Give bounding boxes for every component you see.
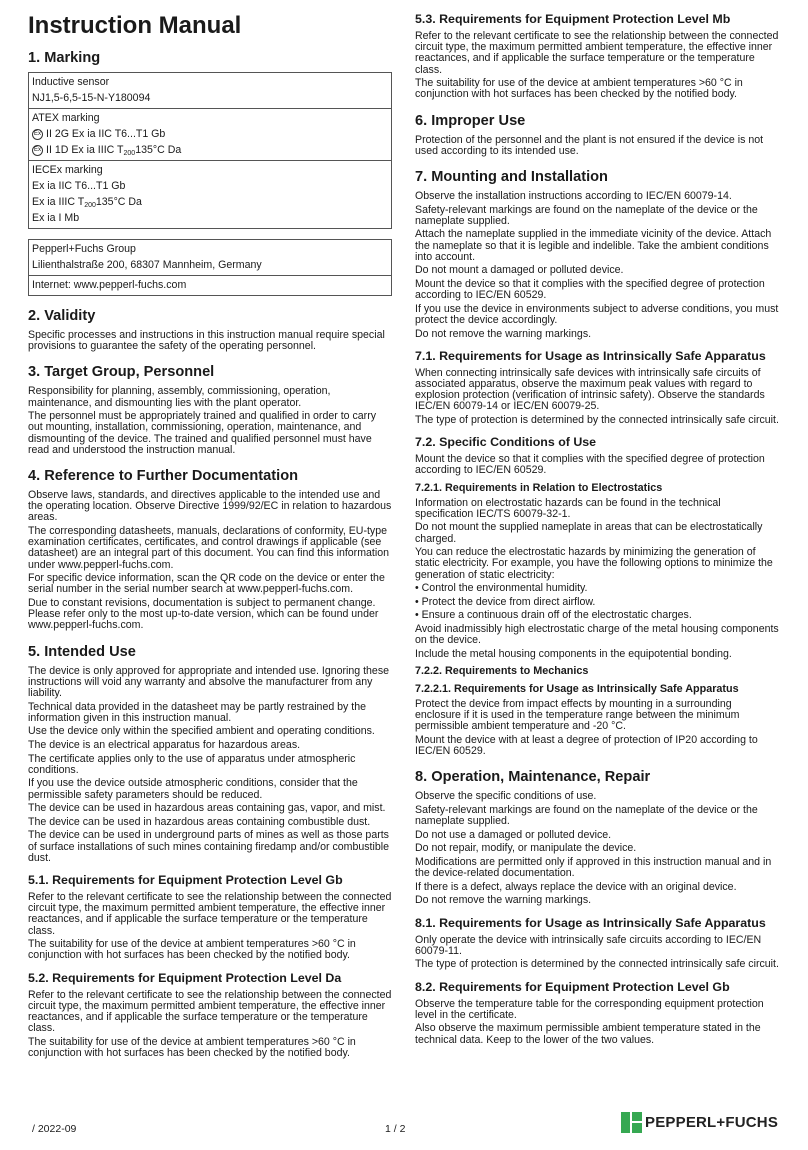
subsection-heading: 5.2. Requirements for Equipment Protection Level Da bbox=[28, 970, 342, 985]
paragraph: The device is only approved for appropriate and intended use. Ignoring these instructions will void any warranty and absolve the manufacturer from any liability. bbox=[28, 664, 390, 700]
section-heading: 8. Operation, Maintenance, Repair bbox=[415, 769, 651, 786]
paragraph: The personnel must be appropriately trained and qualified in order to carry out mounting, installation, commissioning, operation, maintenance, and dismounting of the device. The trained and qualified personnel must have read and understood the instruction manual. bbox=[28, 410, 377, 456]
paragraph: The corresponding datasheets, manuals, declarations of conformity, EU-type examination certificates, certificates, and control drawings if applicable (see datasheet) are an integral part of this document. You can find this information under www.pepperl-fuchs.com. bbox=[28, 525, 389, 571]
section-heading: 5. Intended Use bbox=[28, 643, 136, 660]
paragraph: Protection of the personnel and the plant is not ensured if the device is not used according to its intended use. bbox=[415, 133, 764, 157]
brand-name: PEPPERL+FUCHS bbox=[645, 1114, 779, 1131]
bullet-item: • Control the environmental humidity. bbox=[415, 582, 588, 595]
paragraph: Also observe the maximum permissible ambient temperature stated in the technical data. Keep to the lower of the two values. bbox=[415, 1022, 761, 1046]
paragraph: Do not remove the warning markings. bbox=[415, 894, 592, 907]
marking-text: Ex ia IIIC T bbox=[32, 196, 85, 208]
marking-table bbox=[28, 72, 392, 229]
paragraph: Responsibility for planning, assembly, commissioning, operation, maintenance, and dismounting lies with the plant operator. bbox=[28, 385, 331, 409]
manufacturer-name: Pepperl+Fuchs Group bbox=[32, 243, 136, 255]
paragraph: Do not mount a damaged or polluted device. bbox=[415, 264, 624, 277]
footer-revision: / 2022-09 bbox=[32, 1123, 77, 1135]
paragraph: Use the device only within the specified ambient and operating conditions. bbox=[28, 725, 375, 738]
subsection-heading: 7.2. Specific Conditions of Use bbox=[415, 435, 597, 450]
paragraph: The device can be used in underground parts of mines as well as those parts of surface installations of such mines containing firedamp and/or combustible dust. bbox=[28, 829, 389, 864]
paragraph: Technical data provided in the datasheet may be partly restrained by the information given in this instruction manual. bbox=[28, 700, 367, 724]
paragraph: Refer to the relevant certificate to see the relationship between the connected circuit type, the maximum permitted ambient temperature, the effective inner reactances, and if applicable the surface temperature or the temperature class. bbox=[415, 30, 779, 76]
marking-text: II 1D Ex ia IIIC T bbox=[46, 144, 124, 156]
paragraph: Information on electrostatic hazards can be found in the technical specification IEC/TS 60079-32-1. bbox=[415, 496, 721, 520]
paragraph: The suitability for use of the device at ambient temperatures >60 °C in conjunction with hot surfaces has been checked by the notified body. bbox=[28, 938, 356, 962]
marking-line bbox=[32, 142, 388, 158]
paragraph: Avoid inadmissibly high electrostatic charge of the metal housing components on the device. bbox=[415, 622, 779, 647]
marking-line: Ex ia IIC T6...T1 Gb bbox=[32, 180, 126, 192]
paragraph: Refer to the relevant certificate to see the relationship between the connected circuit type, the maximum permitted ambient temperature, the effective inner reactances, and if applicable the surface temperature or the temperature class. bbox=[28, 891, 392, 937]
pf-logo-icon bbox=[621, 1112, 642, 1133]
paragraph: The device is an electrical apparatus for hazardous areas. bbox=[28, 739, 301, 752]
manufacturer-website: Internet: www.pepperl-fuchs.com bbox=[32, 279, 187, 291]
paragraph: Do not remove the warning markings. bbox=[415, 327, 592, 340]
paragraph: Safety-relevant markings are found on the nameplate of the device or the nameplate supplied. bbox=[415, 803, 758, 828]
paragraph: Specific processes and instructions in this instruction manual require special provisions to guarantee the safety of the operating personnel. bbox=[28, 329, 385, 353]
manufacturer-web-group bbox=[29, 275, 391, 295]
paragraph: The suitability for use of the device at ambient temperatures >60 °C in conjunction with hot surfaces has been checked by the notified body. bbox=[28, 1035, 356, 1060]
section-heading: 3. Target Group, Personnel bbox=[28, 364, 215, 381]
ex-icon: Ex bbox=[32, 145, 43, 156]
brand-logo bbox=[621, 1112, 778, 1133]
manufacturer-address: Lilienthalstraße 200, 68307 Mannheim, Germany bbox=[32, 259, 262, 271]
page-title: Instruction Manual bbox=[28, 12, 242, 39]
marking-text: 135°C Da bbox=[95, 196, 142, 208]
marking-text: 135°C Da bbox=[135, 144, 182, 156]
paragraph: The suitability for use of the device at ambient temperatures >60 °C in conjunction with hot surfaces has been checked by the notified body. bbox=[415, 77, 743, 101]
marking-line: ATEX marking bbox=[32, 112, 100, 124]
marking-group-iecex bbox=[29, 160, 391, 228]
paragraph: Include the metal housing components in the equipotential bonding. bbox=[415, 647, 732, 660]
marking-subscript: 200 bbox=[123, 150, 136, 157]
paragraph: When connecting intrinsically safe devices with intrinsically safe circuits of associated apparatus, observe the maximum peak values with regard to explosion protection (verification of intrinsic safety). Observe the standards IEC/EN 60079-14 or IEC/EN 60079-25. bbox=[415, 366, 765, 413]
paragraph: Modifications are permitted only if approved in this instruction manual and in the device-related documentation. bbox=[415, 855, 772, 880]
subsection-heading: 7.1. Requirements for Usage as Intrinsically Safe Apparatus bbox=[415, 348, 766, 363]
minor-heading: 7.2.2.1. Requirements for Usage as Intrinsically Safe Apparatus bbox=[415, 682, 739, 695]
marking-line: IECEx marking bbox=[32, 164, 103, 176]
left-column bbox=[28, 0, 392, 1062]
marking-group-sensor bbox=[29, 73, 391, 108]
paragraph: Observe laws, standards, and directives applicable to the intended use and the operating location. Observe Directive 1999/92/EC in relation to hazardous areas. bbox=[28, 489, 392, 524]
paragraph: Observe the installation instructions according to IEC/EN 60079-14. bbox=[415, 190, 732, 203]
marking-text: II 2G Ex ia IIC T6...T1 Gb bbox=[46, 128, 166, 140]
bullet-item: • Ensure a continuous drain off of the electrostatic charges. bbox=[415, 609, 692, 622]
subsection-heading: 5.3. Requirements for Equipment Protection Level Mb bbox=[415, 12, 731, 26]
marking-line: Inductive sensor bbox=[32, 76, 110, 88]
marking-group-atex bbox=[29, 108, 391, 160]
paragraph: Mount the device so that it complies with the specified degree of protection according to IEC/EN 60529. bbox=[415, 278, 765, 302]
right-column bbox=[415, 0, 780, 1048]
paragraph: Do not use a damaged or polluted device. bbox=[415, 828, 612, 841]
paragraph: Do not repair, modify, or manipulate the device. bbox=[415, 842, 637, 855]
marking-line bbox=[32, 126, 388, 142]
subsection-heading: 5.1. Requirements for Equipment Protection Level Gb bbox=[28, 873, 343, 887]
subsection-heading: 8.2. Requirements for Equipment Protection Level Gb bbox=[415, 979, 730, 994]
section-heading: 6. Improper Use bbox=[415, 112, 526, 129]
paragraph: Do not mount the supplied nameplate in areas that can be electrostatically charged. bbox=[415, 521, 763, 545]
paragraph: Safety-relevant markings are found on the nameplate of the device or the nameplate supplied. bbox=[415, 203, 758, 227]
section-heading: 7. Mounting and Installation bbox=[415, 169, 608, 186]
paragraph: Attach the nameplate supplied in the immediate vicinity of the device. Attach the nameplate so that it is legible and indelible. Take the ambient conditions into account. bbox=[415, 228, 772, 263]
paragraph: If there is a defect, always replace the device with an original device. bbox=[415, 880, 737, 893]
manufacturer-group bbox=[29, 240, 391, 275]
paragraph: Due to constant revisions, documentation is subject to permanent change. Please refer only to the most up-to-date version, which can be found under www.pepperl-fuchs.com. bbox=[28, 597, 379, 632]
paragraph: Observe the temperature table for the corresponding equipment protection level in the certificate. bbox=[415, 997, 764, 1021]
paragraph: Refer to the relevant certificate to see the relationship between the connected circuit type, the maximum permitted ambient temperature, the effective inner reactances, and if applicable the surface temperature or the temperature class. bbox=[28, 988, 392, 1035]
subsection-heading: 8.1. Requirements for Usage as Intrinsically Safe Apparatus bbox=[415, 915, 766, 930]
paragraph: The type of protection is determined by the connected intrinsically safe circuit. bbox=[415, 414, 779, 426]
section-heading: 1. Marking bbox=[28, 50, 101, 66]
marking-line: Ex ia I Mb bbox=[32, 212, 80, 224]
paragraph: If you use the device in environments subject to adverse conditions, you must protect the device accordingly. bbox=[415, 302, 779, 326]
manufacturer-box bbox=[28, 239, 392, 296]
marking-line bbox=[32, 194, 388, 210]
paragraph: Observe the specific conditions of use. bbox=[415, 790, 597, 803]
paragraph: The device can be used in hazardous areas containing combustible dust. bbox=[28, 815, 371, 828]
paragraph: Mount the device with at least a degree of protection of IP20 according to IEC/EN 60529. bbox=[415, 733, 758, 758]
paragraph: The device can be used in hazardous areas containing gas, vapor, and mist. bbox=[28, 802, 386, 815]
section-heading: 4. Reference to Further Documentation bbox=[28, 468, 299, 485]
section-heading: 2. Validity bbox=[28, 308, 96, 324]
paragraph: Mount the device so that it complies with the specified degree of protection according to IEC/EN 60529. bbox=[415, 453, 765, 477]
paragraph: Protect the device from impact effects by mounting in a surrounding enclosure if it is used in the temperature range between the minimum permissible ambient temperature and -20 °C. bbox=[415, 697, 740, 733]
minor-heading: 7.2.1. Requirements in Relation to Electrostatics bbox=[415, 481, 663, 494]
paragraph: You can reduce the electrostatic hazards by minimizing the generation of static electricity. For example, you have the following options to minimize the generation of static electricity: bbox=[415, 546, 773, 581]
footer-page-number: 1 / 2 bbox=[385, 1123, 406, 1135]
paragraph: If you use the device outside atmospheric conditions, consider that the permissible safety parameters should be reduced. bbox=[28, 777, 358, 801]
ex-icon: Ex bbox=[32, 129, 43, 140]
marking-subscript: 200 bbox=[84, 202, 96, 209]
minor-heading: 7.2.2. Requirements to Mechanics bbox=[415, 664, 589, 677]
marking-line: NJ1,5-6,5-15-N-Y180094 bbox=[32, 92, 151, 104]
bullet-item: • Protect the device from direct airflow. bbox=[415, 595, 596, 608]
paragraph: The type of protection is determined by the connected intrinsically safe circuit. bbox=[415, 958, 779, 971]
paragraph: The certificate applies only to the use of apparatus under atmospheric conditions. bbox=[28, 752, 356, 776]
paragraph: For specific device information, scan the QR code on the device or enter the serial number in the serial number search at www.pepperl-fuchs.com. bbox=[28, 572, 385, 596]
paragraph: Only operate the device with intrinsically safe circuits according to IEC/EN 60079-11. bbox=[415, 933, 762, 957]
